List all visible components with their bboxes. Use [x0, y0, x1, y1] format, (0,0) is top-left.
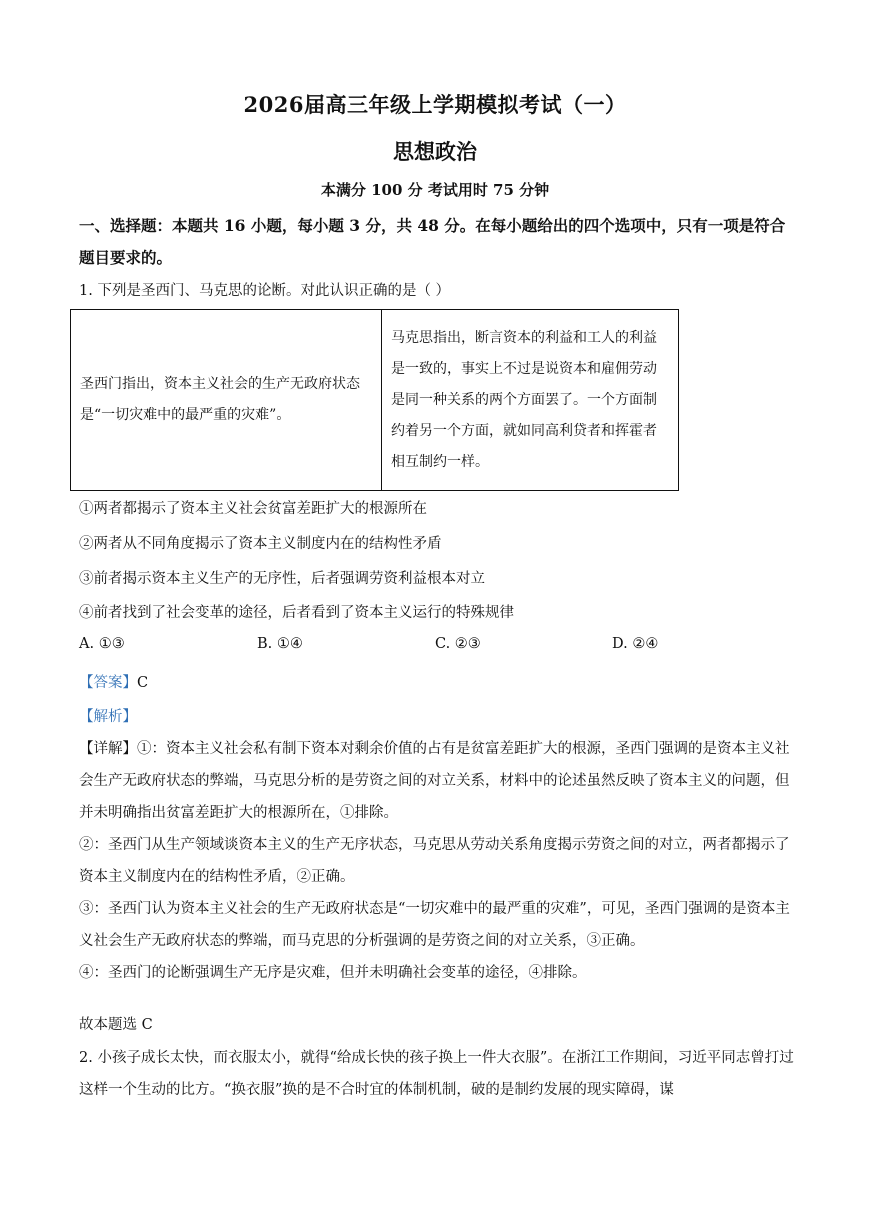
detail-tag: 【详解】	[79, 741, 137, 757]
detail-item-4: ④：圣西门的论断强调生产无序是灾难，但并未明确社会变革的途径，④排除。	[79, 965, 587, 981]
detail-text-1: ①：资本主义社会私有制下资本对剩余价值的占有是贫富差距扩大的根源，圣西门强调的是资本主义社会生产无政府状态的弊端，马克思分析的是劳资之间的对立关系，材料中的论述虽然反映了资本主义的问题，但并未明确指出贫富差距扩大的根源所在，①排除。	[79, 741, 790, 821]
statement-4: ④前者找到了社会变革的途径，后者看到了资本主义运行的特殊规律	[79, 605, 514, 621]
material-saint-simon: 圣西门指出，资本主义社会的生产无政府状态是“一切灾难中的最严重的灾难”。	[71, 310, 382, 491]
detail-item-3: ③：圣西门认为资本主义社会的生产无政府状态是“一切灾难中的最严重的灾难”，可见，圣西门强调的是资本主义社会生产无政府状态的弊端，而马克思的分析强调的是劳资之间的对立关系，③正确。	[79, 901, 790, 949]
exam-meta: 本满分 100 分 考试用时 75 分钟	[320, 181, 550, 199]
statement-3: ③前者揭示资本主义生产的无序性，后者强调劳资利益根本对立	[79, 571, 485, 587]
statement-1: ①两者都揭示了资本主义社会贫富差距扩大的根源所在	[79, 501, 427, 517]
choice-d: D. ②④	[612, 636, 659, 652]
choice-a: A. ①③	[79, 636, 125, 652]
section-heading: 一、选择题：本题共 16 小题，每小题 3 分，共 48 分。在每小题给出的四个选项中，只有一项是符合题目要求的。	[79, 216, 786, 267]
question-2-stem: 2. 小孩子成长太快，而衣服太小，就得“给成长快的孩子换上一件大衣服”。在浙江工作期间，习近平同志曾打过这样一个生动的比方。“换衣服”换的是不合时宜的体制机制，破的是制约发展的现实障碍，谋	[79, 1050, 794, 1098]
conclusion: 故本题选 C	[79, 1017, 153, 1033]
material-marx: 马克思指出，断言资本的利益和工人的利益是一致的，事实上不过是说资本和雇佣劳动是同一种关系的两个方面罢了。一个方面制约着另一个方面，就如同高利贷者和挥霍者相互制约一样。	[382, 310, 679, 491]
exam-title: 2026届高三年级上学期模拟考试（一）	[243, 92, 627, 117]
subject-title: 思想政治	[393, 139, 477, 164]
material-table	[70, 309, 679, 491]
choice-c: C. ②③	[435, 636, 481, 652]
analysis-tag: 【解析】	[79, 709, 137, 725]
answer-line	[79, 671, 148, 692]
detail-block	[79, 733, 795, 989]
answer-value: C	[137, 675, 149, 691]
question-1-stem: 1. 下列是圣西门、马克思的论断。对此认识正确的是（ ）	[79, 283, 451, 299]
detail-item-1	[79, 733, 795, 829]
choice-b: B. ①④	[257, 636, 303, 652]
detail-item-2: ②：圣西门从生产领域谈资本主义的生产无序状态，马克思从劳动关系角度揭示劳资之间的对立，两者都揭示了资本主义制度内在的结构性矛盾，②正确。	[79, 837, 790, 885]
answer-tag: 【答案】	[79, 675, 137, 691]
statement-2: ②两者从不同角度揭示了资本主义制度内在的结构性矛盾	[79, 536, 442, 552]
